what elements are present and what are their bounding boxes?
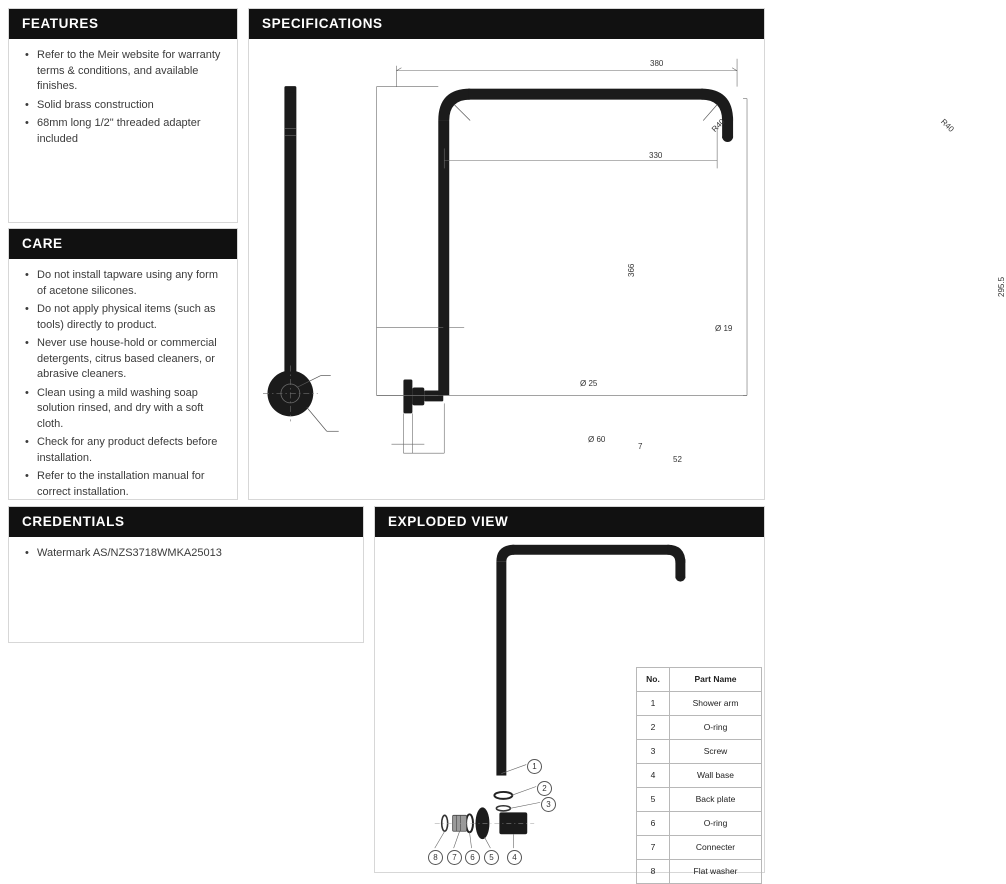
cell-part-name: Shower arm xyxy=(670,692,762,716)
exploded-view-title: EXPLODED VIEW xyxy=(375,507,764,537)
callout-8: 8 xyxy=(428,850,443,865)
care-panel xyxy=(8,228,238,500)
specifications-drawing xyxy=(249,9,764,499)
callout-1: 1 xyxy=(527,759,542,774)
care-list xyxy=(21,268,225,500)
cell-part-name: Screw xyxy=(670,740,762,764)
table-row xyxy=(637,764,762,788)
callout-2: 2 xyxy=(537,781,552,796)
cell-no: 3 xyxy=(637,740,670,764)
features-list xyxy=(21,48,225,147)
list-item: • Watermark AS/NZS3718WMKA25013 xyxy=(35,546,351,562)
credentials-body xyxy=(9,537,363,575)
care-body xyxy=(9,259,237,513)
list-item: • Refer to the Meir website for warranty terms & conditions, and available finishes. xyxy=(35,48,225,95)
front-view xyxy=(403,89,733,414)
cell-no: 5 xyxy=(637,788,670,812)
table-row xyxy=(637,740,762,764)
features-title: FEATURES xyxy=(9,9,237,39)
dim-radius-right: R40 xyxy=(938,117,956,134)
callout-7: 7 xyxy=(447,850,462,865)
dim-plate-small-diameter: Ø 25 xyxy=(580,379,598,388)
table-row xyxy=(637,812,762,836)
exploded-view-panel xyxy=(374,506,765,876)
features-body xyxy=(9,39,237,160)
cell-part-name: Back plate xyxy=(670,788,762,812)
column-header-no: No. xyxy=(637,668,670,692)
list-item: • Clean using a mild washing soap solution rinsed, and dry with a soft cloth. xyxy=(35,386,225,433)
table-header-row xyxy=(637,668,762,692)
cell-no: 7 xyxy=(637,836,670,860)
credentials-list xyxy=(21,546,351,562)
column-header-part-name: Part Name xyxy=(670,668,762,692)
table-row xyxy=(637,716,762,740)
features-panel xyxy=(8,8,238,223)
dim-height: 366 xyxy=(627,263,636,277)
list-item: • Never use house-hold or commercial detergents, citrus based cleaners, or abrasive cleaners. xyxy=(35,336,225,383)
cell-part-name: O-ring xyxy=(670,716,762,740)
dim-inner-width: 330 xyxy=(649,151,663,160)
list-item: • 68mm long 1/2" threaded adapter included xyxy=(35,116,225,147)
specifications-title: SPECIFICATIONS xyxy=(249,9,764,39)
dim-radius-left: R40 xyxy=(709,117,727,134)
table-row xyxy=(637,836,762,860)
cell-no: 4 xyxy=(637,764,670,788)
callout-4: 4 xyxy=(507,850,522,865)
dim-tube-diameter: Ø 19 xyxy=(715,324,733,333)
list-item: • Check for any product defects before installation. xyxy=(35,435,225,466)
parts-table xyxy=(636,667,762,884)
dim-plate-thickness: 7 xyxy=(638,442,643,451)
cell-part-name: Connecter xyxy=(670,836,762,860)
cell-part-name: Wall base xyxy=(670,764,762,788)
dim-plate-diameter: Ø 60 xyxy=(588,435,606,444)
table-row xyxy=(637,788,762,812)
dim-right-height: 295.5 xyxy=(997,276,1006,297)
credentials-title: CREDENTIALS xyxy=(9,507,363,537)
credentials-panel xyxy=(8,506,364,643)
callout-5: 5 xyxy=(484,850,499,865)
side-view xyxy=(263,87,318,422)
cell-part-name: O-ring xyxy=(670,812,762,836)
table-row xyxy=(637,860,762,884)
list-item: • Solid brass construction xyxy=(35,98,225,114)
callout-3: 3 xyxy=(541,797,556,812)
dim-overall-width: 380 xyxy=(650,59,664,68)
dim-base-depth: 52 xyxy=(673,455,682,464)
cell-no: 2 xyxy=(637,716,670,740)
care-title: CARE xyxy=(9,229,237,259)
cell-no: 1 xyxy=(637,692,670,716)
specifications-panel xyxy=(248,8,1006,500)
callout-6: 6 xyxy=(465,850,480,865)
list-item: • Refer to the installation manual for correct installation. xyxy=(35,469,225,500)
list-item: • Do not install tapware using any form of acetone silicones. xyxy=(35,268,225,299)
cell-part-name: Flat washer xyxy=(670,860,762,884)
cell-no: 6 xyxy=(637,812,670,836)
list-item: • Do not apply physical items (such as tools) directly to product. xyxy=(35,302,225,333)
cell-no: 8 xyxy=(637,860,670,884)
table-row xyxy=(637,692,762,716)
